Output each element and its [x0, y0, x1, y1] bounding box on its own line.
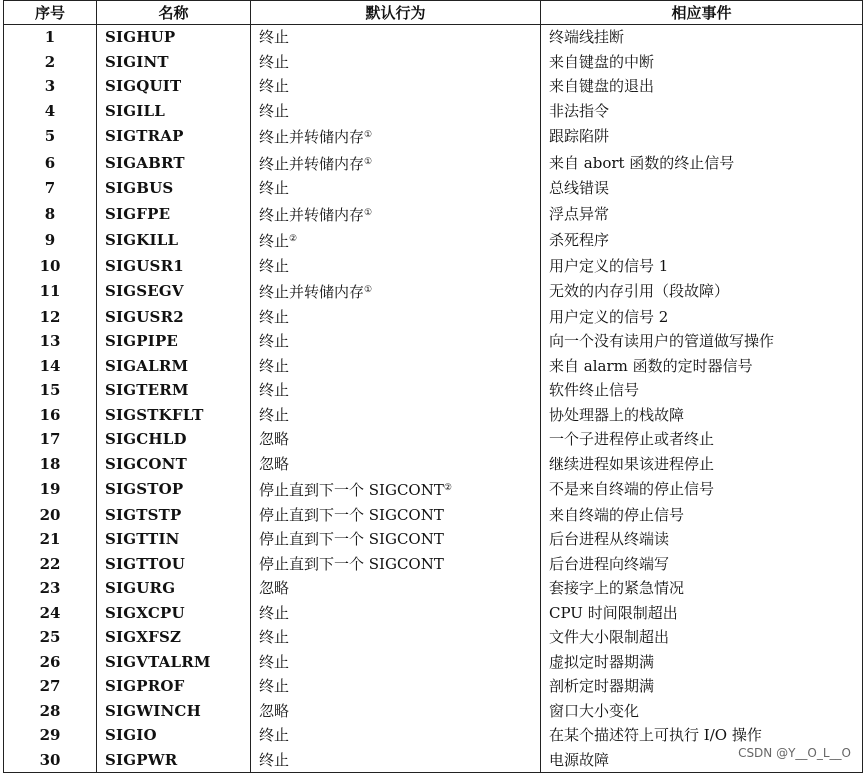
default-action	[251, 254, 541, 279]
default-action-text: 停止直到下一个 SIGCONT	[259, 481, 444, 499]
signal-event	[541, 650, 863, 675]
signal-number	[4, 527, 97, 552]
default-action-text: 终止	[259, 726, 290, 744]
signal-name-text: SIGFPE	[105, 204, 171, 223]
default-action	[251, 503, 541, 528]
signal-number	[4, 74, 97, 99]
default-action	[251, 278, 541, 305]
signal-event	[541, 625, 863, 650]
default-action-text: 终止	[259, 603, 290, 622]
table-header	[4, 1, 863, 25]
signal-event-text: 继续进程如果该进程停止	[549, 454, 715, 473]
signal-number	[4, 427, 97, 452]
signal-event-text: CPU 时间限制超出	[549, 603, 678, 622]
signal-number-text: 7	[44, 179, 56, 197]
default-action-text: 停止直到下一个 SIGCONT	[259, 505, 444, 524]
default-action-text: 终止	[259, 179, 290, 197]
signal-event	[541, 176, 863, 201]
footnote-marker: ①	[364, 285, 373, 295]
table-row	[4, 99, 863, 124]
signal-number-text: 3	[44, 77, 56, 95]
signal-name-text: SIGSTOP	[105, 480, 184, 498]
signal-event-text: 套接字上的紧急情况	[549, 579, 685, 597]
default-action	[251, 552, 541, 577]
signal-number-text: 13	[39, 332, 61, 350]
table-row	[4, 354, 863, 379]
signal-event-text: 来自终端的停止信号	[549, 505, 685, 524]
signal-number-text: 8	[44, 204, 56, 223]
signal-number	[4, 625, 97, 650]
signal-event-text: 后台进程从终端读	[549, 530, 670, 548]
signal-event-text: 用户定义的信号 1	[549, 256, 669, 275]
signal-number	[4, 650, 97, 675]
signal-event-text: 总线错误	[549, 179, 610, 197]
signal-name	[97, 699, 251, 724]
default-action-text: 终止	[259, 307, 290, 326]
signal-number	[4, 552, 97, 577]
signal-event	[541, 305, 863, 330]
signal-name-text: SIGILL	[105, 101, 165, 120]
default-action	[251, 99, 541, 124]
signal-name-text: SIGQUIT	[105, 77, 182, 95]
footnote-marker: ①	[364, 207, 373, 218]
signal-event-text: 来自键盘的退出	[549, 77, 655, 95]
default-action	[251, 699, 541, 724]
signal-number	[4, 452, 97, 477]
signal-name	[97, 527, 251, 552]
default-action	[251, 625, 541, 650]
default-action-text: 终止	[259, 332, 290, 350]
signal-name	[97, 452, 251, 477]
signal-number	[4, 576, 97, 601]
signal-name-text: SIGTSTP	[105, 505, 182, 524]
default-action	[251, 452, 541, 477]
table-row	[4, 723, 863, 748]
signal-event	[541, 25, 863, 50]
signal-event-text: 在某个描述符上可执行 I/O 操作	[549, 726, 762, 744]
table-row	[4, 503, 863, 528]
signal-name	[97, 201, 251, 228]
header-number: 序号	[4, 1, 97, 25]
signal-number	[4, 176, 97, 201]
signal-name-text: SIGTRAP	[105, 127, 184, 145]
signal-name	[97, 503, 251, 528]
signal-number-text: 30	[39, 750, 61, 769]
table-row	[4, 650, 863, 675]
signal-event-text: 电源故障	[549, 750, 610, 769]
signal-number-text: 26	[39, 652, 61, 671]
signal-name	[97, 378, 251, 403]
table-row	[4, 150, 863, 177]
signal-name-text: SIGCHLD	[105, 430, 187, 448]
table-row	[4, 25, 863, 50]
default-action	[251, 601, 541, 626]
default-action	[251, 403, 541, 428]
signal-event	[541, 227, 863, 254]
signal-event-text: 跟踪陷阱	[549, 127, 610, 145]
watermark: CSDN @Y__O_L__O	[738, 746, 851, 760]
default-action	[251, 378, 541, 403]
signal-name-text: SIGUSR1	[105, 256, 184, 275]
signal-event	[541, 123, 863, 150]
signal-name-text: SIGTTOU	[105, 554, 185, 573]
signal-number	[4, 354, 97, 379]
signal-name-text: SIGALRM	[105, 356, 189, 375]
table-row	[4, 305, 863, 330]
signal-name-text: SIGKILL	[105, 231, 179, 249]
default-action	[251, 123, 541, 150]
signal-name	[97, 723, 251, 748]
default-action-text: 忽略	[259, 454, 290, 473]
signal-event-text: 终端线挂断	[549, 28, 625, 46]
default-action-text: 忽略	[259, 430, 290, 448]
signal-event	[541, 378, 863, 403]
signal-name-text: SIGHUP	[105, 28, 176, 46]
default-action	[251, 201, 541, 228]
default-action-text: 忽略	[259, 701, 290, 720]
signal-name	[97, 25, 251, 50]
signal-number	[4, 476, 97, 503]
signal-number	[4, 601, 97, 626]
footnote-marker: ②	[289, 234, 298, 244]
signal-number-text: 18	[39, 454, 61, 473]
default-action-text: 终止	[259, 356, 290, 375]
signal-number-text: 6	[44, 153, 56, 172]
signal-number-text: 29	[39, 726, 61, 744]
signal-name-text: SIGXCPU	[105, 603, 185, 622]
signal-event-text: 来自键盘的中断	[549, 52, 655, 71]
signal-name	[97, 625, 251, 650]
signal-name-text: SIGPWR	[105, 750, 178, 769]
signal-event	[541, 503, 863, 528]
signal-name	[97, 305, 251, 330]
default-action-text: 终止并转储内存	[259, 205, 365, 224]
default-action-text: 终止	[259, 232, 290, 250]
default-action	[251, 329, 541, 354]
footnote-marker: ②	[443, 483, 452, 493]
default-action	[251, 50, 541, 75]
signal-number-text: 23	[39, 579, 61, 597]
default-action-text: 终止	[259, 750, 290, 769]
signal-number-text: 27	[39, 677, 61, 695]
table-row	[4, 176, 863, 201]
signal-name	[97, 50, 251, 75]
signal-event	[541, 527, 863, 552]
default-action-text: 终止	[259, 628, 290, 646]
signal-name-text: SIGPIPE	[105, 332, 179, 350]
signal-name	[97, 123, 251, 150]
table-row	[4, 625, 863, 650]
table-row	[4, 278, 863, 305]
signal-event-text: 向一个没有读用户的管道做写操作	[549, 332, 775, 350]
default-action	[251, 427, 541, 452]
signal-number-text: 25	[39, 628, 61, 646]
default-action	[251, 227, 541, 254]
signal-name	[97, 748, 251, 773]
signal-event-text: 无效的内存引用（段故障）	[549, 282, 730, 300]
signal-name	[97, 150, 251, 177]
signal-name-text: SIGIO	[105, 726, 157, 744]
signal-event	[541, 50, 863, 75]
signal-name	[97, 254, 251, 279]
table-row	[4, 74, 863, 99]
signal-event	[541, 150, 863, 177]
header-row	[4, 1, 863, 25]
signal-event-text: 来自 abort 函数的终止信号	[549, 153, 735, 172]
signal-number-text: 22	[39, 554, 61, 573]
signal-name	[97, 329, 251, 354]
signal-event-text: 来自 alarm 函数的定时器信号	[549, 356, 753, 375]
signal-event	[541, 254, 863, 279]
signal-name-text: SIGBUS	[105, 179, 174, 197]
signal-table	[3, 0, 863, 773]
signal-event	[541, 99, 863, 124]
table-row	[4, 699, 863, 724]
table-row	[4, 254, 863, 279]
signal-name-text: SIGVTALRM	[105, 652, 211, 671]
signal-event	[541, 427, 863, 452]
table-row	[4, 452, 863, 477]
signal-event-text: 杀死程序	[549, 231, 610, 249]
signal-name	[97, 576, 251, 601]
signal-number	[4, 99, 97, 124]
default-action-text: 停止直到下一个 SIGCONT	[259, 554, 444, 573]
signal-name	[97, 674, 251, 699]
signal-event-text: 窗口大小变化	[549, 701, 640, 720]
default-action-text: 终止	[259, 256, 290, 275]
default-action	[251, 748, 541, 773]
signal-event-text: 非法指令	[549, 101, 610, 120]
signal-event	[541, 723, 863, 748]
signal-event-text: 不是来自终端的停止信号	[549, 480, 715, 498]
default-action-text: 终止	[259, 52, 290, 71]
signal-event	[541, 601, 863, 626]
table-row	[4, 227, 863, 254]
signal-name-text: SIGWINCH	[105, 701, 201, 720]
signal-number-text: 16	[39, 405, 61, 424]
signal-number	[4, 50, 97, 75]
default-action	[251, 176, 541, 201]
table-body	[4, 25, 863, 773]
signal-event	[541, 201, 863, 228]
default-action-text: 终止并转储内存	[259, 283, 365, 301]
signal-number	[4, 378, 97, 403]
default-action	[251, 674, 541, 699]
header-default-action: 默认行为	[251, 1, 541, 25]
table-row	[4, 329, 863, 354]
signal-name	[97, 427, 251, 452]
signal-name	[97, 227, 251, 254]
default-action	[251, 305, 541, 330]
signal-number-text: 2	[44, 52, 56, 71]
signal-number-text: 11	[39, 282, 61, 300]
signal-event	[541, 329, 863, 354]
default-action-text: 终止	[259, 677, 290, 695]
default-action-text: 终止	[259, 652, 290, 671]
signal-event	[541, 576, 863, 601]
table-row	[4, 527, 863, 552]
table-row	[4, 378, 863, 403]
signal-number	[4, 329, 97, 354]
signal-name	[97, 99, 251, 124]
signal-number-text: 1	[44, 28, 56, 46]
default-action-text: 终止并转储内存	[259, 128, 365, 146]
signal-event	[541, 403, 863, 428]
default-action	[251, 576, 541, 601]
signal-event	[541, 354, 863, 379]
signal-name	[97, 278, 251, 305]
default-action-text: 终止并转储内存	[259, 154, 365, 173]
signal-number-text: 5	[44, 127, 56, 145]
table-row	[4, 476, 863, 503]
signal-number	[4, 278, 97, 305]
signal-event	[541, 278, 863, 305]
signal-name	[97, 74, 251, 99]
signal-name-text: SIGSTKFLT	[105, 405, 204, 424]
default-action-text: 停止直到下一个 SIGCONT	[259, 530, 444, 548]
signal-number-text: 15	[39, 381, 61, 399]
signal-name	[97, 176, 251, 201]
signal-name-text: SIGINT	[105, 52, 169, 71]
signal-number-text: 12	[39, 307, 61, 326]
signal-name-text: SIGPROF	[105, 677, 185, 695]
signal-number-text: 4	[44, 101, 56, 120]
signal-event-text: 协处理器上的栈故障	[549, 405, 685, 424]
signal-number	[4, 748, 97, 773]
table-row	[4, 601, 863, 626]
signal-event-text: 一个子进程停止或者终止	[549, 430, 715, 448]
signal-number-text: 10	[39, 256, 61, 275]
table-row	[4, 576, 863, 601]
default-action	[251, 476, 541, 503]
signal-number	[4, 403, 97, 428]
signal-event-text: 虚拟定时器期满	[549, 652, 655, 671]
signal-event	[541, 74, 863, 99]
signal-name-text: SIGURG	[105, 579, 176, 597]
signal-event	[541, 476, 863, 503]
signal-name-text: SIGXFSZ	[105, 628, 182, 646]
signal-number-text: 21	[39, 530, 61, 548]
signal-name-text: SIGUSR2	[105, 307, 184, 326]
signal-name-text: SIGABRT	[105, 153, 185, 172]
signal-number	[4, 123, 97, 150]
default-action-text: 终止	[259, 28, 290, 46]
signal-event	[541, 452, 863, 477]
default-action	[251, 723, 541, 748]
signal-number	[4, 201, 97, 228]
signal-number-text: 17	[39, 430, 61, 448]
signal-number	[4, 674, 97, 699]
default-action-text: 终止	[259, 405, 290, 424]
default-action	[251, 650, 541, 675]
default-action	[251, 150, 541, 177]
default-action	[251, 74, 541, 99]
table-row	[4, 674, 863, 699]
signal-name	[97, 601, 251, 626]
signal-event-text: 软件终止信号	[549, 381, 640, 399]
signal-event-text: 用户定义的信号 2	[549, 307, 669, 326]
signal-event-text: 浮点异常	[549, 204, 610, 223]
signal-event	[541, 699, 863, 724]
table-row	[4, 427, 863, 452]
default-action-text: 终止	[259, 381, 290, 399]
signal-number	[4, 150, 97, 177]
signal-name	[97, 552, 251, 577]
signal-number-text: 28	[39, 701, 61, 720]
signal-name-text: SIGTTIN	[105, 530, 180, 548]
table-row	[4, 201, 863, 228]
signal-event	[541, 552, 863, 577]
table-row	[4, 123, 863, 150]
signal-number	[4, 25, 97, 50]
signal-name	[97, 354, 251, 379]
signal-number	[4, 227, 97, 254]
signal-number-text: 19	[39, 480, 61, 498]
signal-name	[97, 650, 251, 675]
signal-number	[4, 699, 97, 724]
signal-number-text: 24	[39, 603, 61, 622]
footnote-marker: ①	[364, 156, 373, 167]
header-event: 相应事件	[541, 1, 863, 25]
table-row	[4, 748, 863, 773]
signal-number-text: 20	[39, 505, 61, 524]
signal-number	[4, 503, 97, 528]
table-row	[4, 50, 863, 75]
signal-event	[541, 674, 863, 699]
signal-number	[4, 723, 97, 748]
signal-number-text: 14	[39, 356, 61, 375]
default-action-text: 忽略	[259, 579, 290, 597]
signal-name-text: SIGCONT	[105, 454, 187, 473]
signal-number	[4, 305, 97, 330]
footnote-marker: ①	[364, 130, 373, 140]
default-action	[251, 527, 541, 552]
signal-event-text: 剖析定时器期满	[549, 677, 655, 695]
signal-event-text: 文件大小限制超出	[549, 628, 670, 646]
header-name: 名称	[97, 1, 251, 25]
default-action	[251, 25, 541, 50]
table-row	[4, 552, 863, 577]
default-action	[251, 354, 541, 379]
signal-name-text: SIGTERM	[105, 381, 189, 399]
default-action-text: 终止	[259, 101, 290, 120]
signal-event-text: 后台进程向终端写	[549, 554, 670, 573]
signal-name-text: SIGSEGV	[105, 282, 184, 300]
table-row	[4, 403, 863, 428]
signal-number-text: 9	[44, 231, 56, 249]
signal-number	[4, 254, 97, 279]
default-action-text: 终止	[259, 77, 290, 95]
signal-name	[97, 476, 251, 503]
signal-name	[97, 403, 251, 428]
